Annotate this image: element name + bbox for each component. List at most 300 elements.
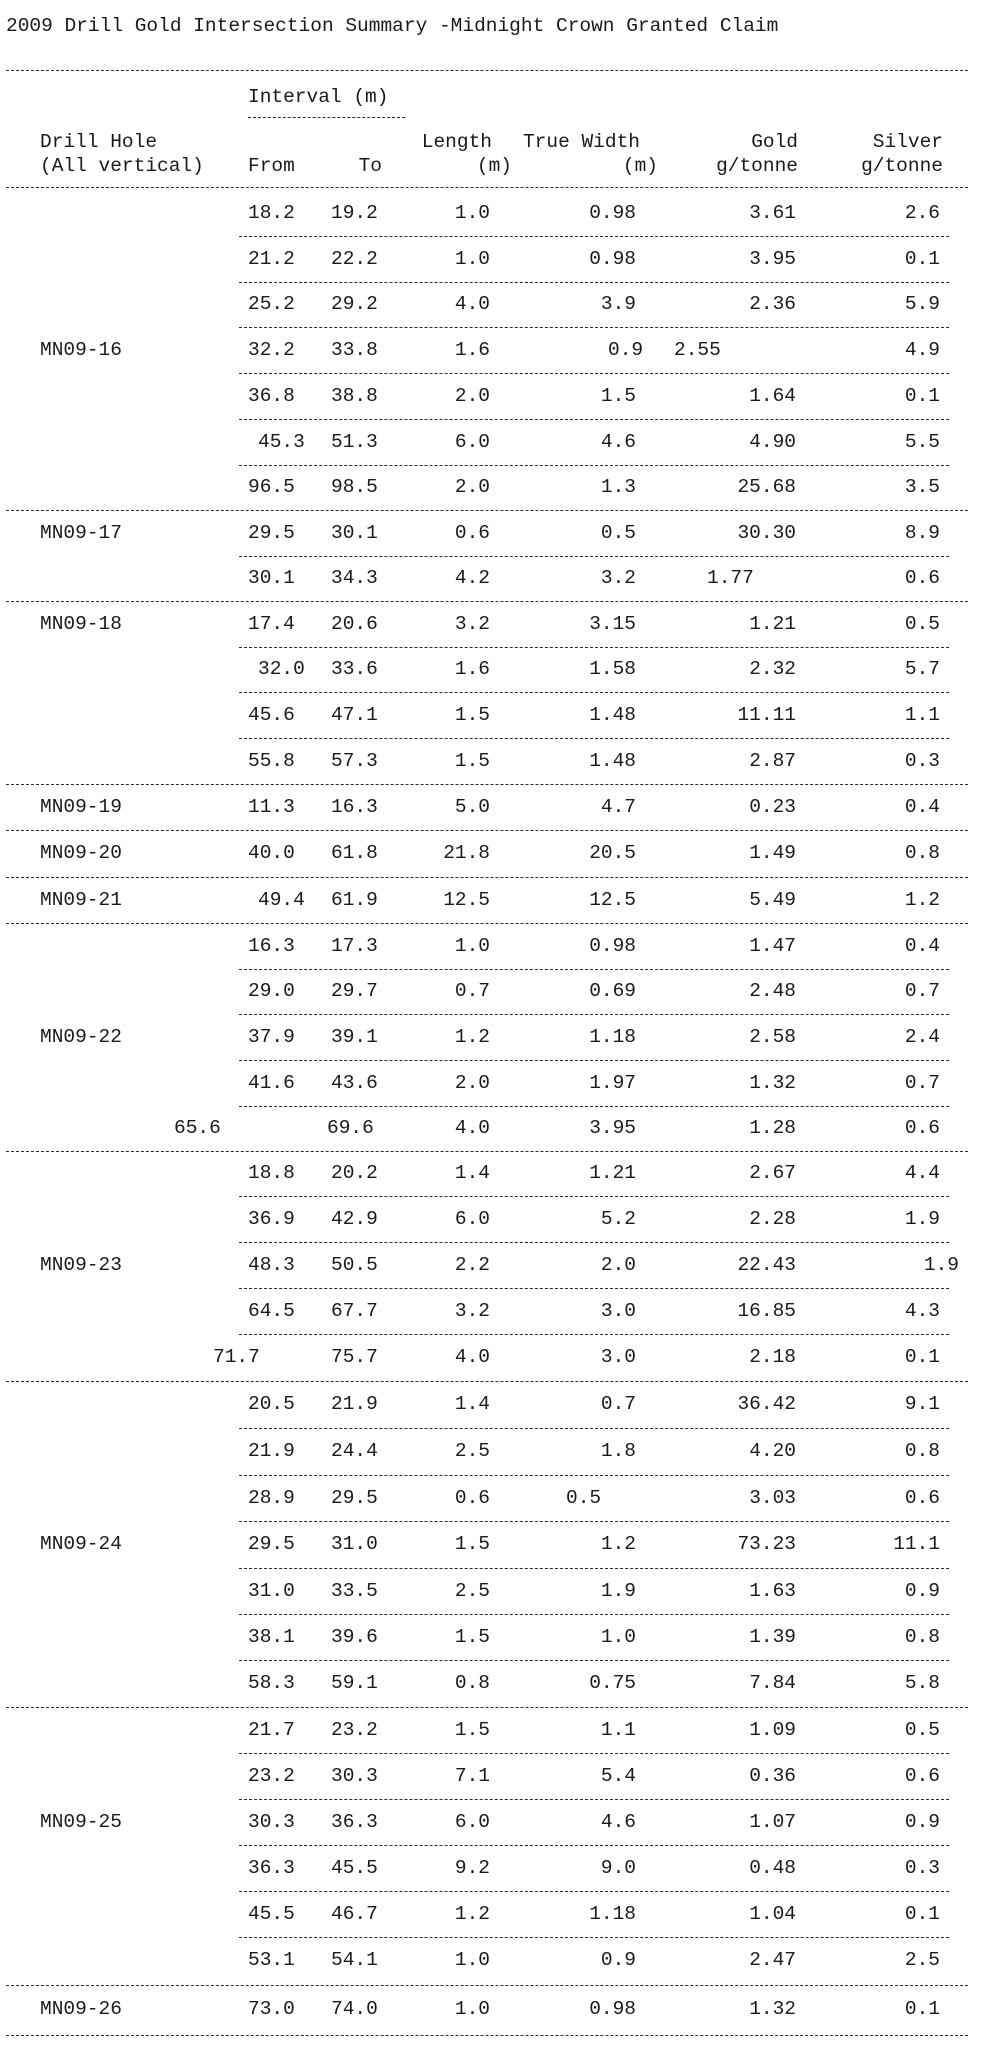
drill-hole-id: MN09-26 — [40, 1998, 122, 2020]
interval-from-cell: 64.5 — [248, 1300, 295, 1322]
true-width-cell: 9.0 — [600, 1857, 636, 1879]
length-cell: 1.4 — [454, 1393, 490, 1415]
interval-from-cell: 29.5 — [248, 522, 295, 544]
gold-grade-cell: 5.49 — [749, 889, 796, 911]
drill-hole-id: MN09-19 — [40, 796, 122, 818]
length-cell: 3.2 — [454, 1300, 490, 1322]
length-cell: 1.6 — [454, 658, 490, 680]
group-separator — [6, 1381, 968, 1382]
silver-grade-cell: 0.1 — [904, 1346, 940, 1368]
gold-grade-cell: 1.49 — [749, 842, 796, 864]
silver-grade-cell: 0.9 — [904, 1580, 940, 1602]
true-width-cell: 1.48 — [589, 750, 636, 772]
document-title: 2009 Drill Gold Intersection Summary -Midnight Crown Granted Claim — [6, 15, 779, 37]
gold-grade-cell: 1.64 — [749, 385, 796, 407]
interval-from-cell: 37.9 — [248, 1026, 295, 1048]
interval-from-cell: 18.2 — [248, 202, 295, 224]
gold-grade-cell: 1.32 — [749, 1072, 796, 1094]
interval-from-cell: 36.3 — [248, 1857, 295, 1879]
interval-from-cell: 31.0 — [248, 1580, 295, 1602]
true-width-cell: 3.0 — [600, 1300, 636, 1322]
length-cell: 1.2 — [454, 1026, 490, 1048]
interval-from-cell: 21.2 — [248, 248, 295, 270]
row-separator — [239, 1614, 949, 1615]
interval-from-cell: 96.5 — [248, 476, 295, 498]
row-separator — [239, 1428, 949, 1429]
silver-grade-cell: 0.1 — [904, 248, 940, 270]
true-width-cell: 3.15 — [589, 613, 636, 635]
true-width-cell: 1.9 — [600, 1580, 636, 1602]
silver-grade-cell: 4.3 — [904, 1300, 940, 1322]
interval-to-cell: 33.8 — [331, 339, 378, 361]
row-separator — [239, 556, 949, 557]
interval-from-cell: 29.5 — [248, 1533, 295, 1555]
length-cell: 1.5 — [454, 1719, 490, 1741]
interval-to-cell: 67.7 — [331, 1300, 378, 1322]
row-separator — [239, 1334, 949, 1335]
group-separator — [6, 784, 968, 785]
length-cell: 7.1 — [454, 1765, 490, 1787]
silver-header: Silver — [872, 131, 943, 153]
gold-header: Gold — [751, 131, 798, 153]
gold-grade-cell: 4.20 — [749, 1440, 796, 1462]
true-width-cell: 4.7 — [600, 796, 636, 818]
row-separator — [239, 738, 949, 739]
drill-hole-subheader: (All vertical) — [40, 155, 204, 177]
row-separator — [239, 1753, 949, 1754]
true-width-cell: 3.0 — [600, 1346, 636, 1368]
gold-grade-cell: 2.36 — [749, 293, 796, 315]
row-separator — [239, 1196, 949, 1197]
interval-from-cell: 36.9 — [248, 1208, 295, 1230]
silver-grade-cell: 0.1 — [904, 1903, 940, 1925]
gold-grade-cell: 25.68 — [737, 476, 796, 498]
true-width-cell: 0.69 — [589, 980, 636, 1002]
silver-grade-cell: 1.2 — [904, 889, 940, 911]
header-bottom-rule — [6, 187, 968, 188]
silver-grade-cell: 5.9 — [904, 293, 940, 315]
interval-from-cell: 45.3 — [258, 431, 305, 453]
true-width-cell: 0.98 — [589, 935, 636, 957]
interval-to-cell: 29.2 — [331, 293, 378, 315]
interval-to-cell: 69.6 — [327, 1117, 374, 1139]
interval-from-cell: 71.7 — [213, 1346, 260, 1368]
group-separator — [6, 510, 968, 511]
true-width-cell: 1.1 — [600, 1719, 636, 1741]
interval-from-cell: 30.3 — [248, 1811, 295, 1833]
interval-to-cell: 42.9 — [331, 1208, 378, 1230]
drill-hole-id: MN09-17 — [40, 522, 122, 544]
interval-to-cell: 46.7 — [331, 1903, 378, 1925]
interval-to-cell: 20.2 — [331, 1162, 378, 1184]
silver-unit-header: g/tonne — [861, 155, 943, 177]
gold-grade-cell: 2.55 — [674, 339, 721, 361]
silver-grade-cell: 0.7 — [904, 980, 940, 1002]
true-width-cell: 2.0 — [600, 1254, 636, 1276]
gold-grade-cell: 1.07 — [749, 1811, 796, 1833]
gold-grade-cell: 3.95 — [749, 248, 796, 270]
length-cell: 2.5 — [454, 1580, 490, 1602]
group-separator — [6, 923, 968, 924]
true-width-cell: 1.5 — [600, 385, 636, 407]
interval-from-cell: 32.2 — [248, 339, 295, 361]
interval-from-cell: 49.4 — [258, 889, 305, 911]
interval-from-cell: 41.6 — [248, 1072, 295, 1094]
true-width-cell: 0.9 — [608, 339, 644, 361]
silver-grade-cell: 0.4 — [904, 935, 940, 957]
interval-to-cell: 29.5 — [331, 1487, 378, 1509]
interval-to-cell: 16.3 — [331, 796, 378, 818]
row-separator — [239, 1288, 949, 1289]
interval-from-cell: 55.8 — [248, 750, 295, 772]
length-header: Length — [421, 131, 492, 153]
length-cell: 2.0 — [454, 1072, 490, 1094]
length-cell: 1.4 — [454, 1162, 490, 1184]
interval-from-cell: 20.5 — [248, 1393, 295, 1415]
silver-grade-cell: 5.7 — [904, 658, 940, 680]
length-cell: 4.0 — [454, 293, 490, 315]
silver-grade-cell: 0.6 — [904, 1117, 940, 1139]
true-width-cell: 0.98 — [589, 248, 636, 270]
silver-grade-cell: 0.3 — [904, 1857, 940, 1879]
interval-to-cell: 24.4 — [331, 1440, 378, 1462]
interval-to-cell: 34.3 — [331, 567, 378, 589]
drill-hole-id: MN09-23 — [40, 1254, 122, 1276]
silver-grade-cell: 8.9 — [904, 522, 940, 544]
length-cell: 6.0 — [454, 1208, 490, 1230]
gold-grade-cell: 22.43 — [737, 1254, 796, 1276]
silver-grade-cell: 0.7 — [904, 1072, 940, 1094]
gold-grade-cell: 2.87 — [749, 750, 796, 772]
length-cell: 0.6 — [454, 522, 490, 544]
length-cell: 9.2 — [454, 1857, 490, 1879]
interval-to-cell: 29.7 — [331, 980, 378, 1002]
row-separator — [239, 465, 949, 466]
length-unit-header: (m) — [476, 155, 512, 177]
gold-grade-cell: 4.90 — [749, 431, 796, 453]
row-separator — [239, 1799, 949, 1800]
interval-from-cell: 16.3 — [248, 935, 295, 957]
true-width-cell: 1.48 — [589, 704, 636, 726]
true-width-cell: 3.2 — [600, 567, 636, 589]
drill-hole-header: Drill Hole — [40, 131, 158, 153]
gold-grade-cell: 0.23 — [749, 796, 796, 818]
row-separator — [239, 1475, 949, 1476]
silver-grade-cell: 0.8 — [904, 842, 940, 864]
gold-grade-cell: 1.47 — [749, 935, 796, 957]
interval-from-cell: 45.6 — [248, 704, 295, 726]
true-width-cell: 12.5 — [589, 889, 636, 911]
interval-to-cell: 22.2 — [331, 248, 378, 270]
length-cell: 1.0 — [454, 202, 490, 224]
true-width-cell: 0.5 — [600, 522, 636, 544]
true-width-cell: 0.7 — [600, 1393, 636, 1415]
true-width-cell: 5.4 — [600, 1765, 636, 1787]
interval-from-cell: 17.4 — [248, 613, 295, 635]
true-width-cell: 0.9 — [600, 1949, 636, 1971]
length-cell: 2.2 — [454, 1254, 490, 1276]
interval-from-cell: 21.9 — [248, 1440, 295, 1462]
gold-grade-cell: 0.36 — [749, 1765, 796, 1787]
silver-grade-cell: 1.9 — [923, 1254, 959, 1276]
silver-grade-cell: 0.6 — [904, 567, 940, 589]
silver-grade-cell: 2.5 — [904, 1949, 940, 1971]
row-separator — [239, 1891, 949, 1892]
interval-from-cell: 36.8 — [248, 385, 295, 407]
to-header: To — [358, 155, 382, 177]
gold-grade-cell: 1.77 — [707, 567, 754, 589]
row-separator — [239, 419, 949, 420]
row-separator — [239, 1660, 949, 1661]
true-width-cell: 0.98 — [589, 1998, 636, 2020]
interval-to-cell: 19.2 — [331, 202, 378, 224]
gold-grade-cell: 2.32 — [749, 658, 796, 680]
length-cell: 6.0 — [454, 431, 490, 453]
interval-from-cell: 32.0 — [258, 658, 305, 680]
gold-grade-cell: 1.28 — [749, 1117, 796, 1139]
gold-grade-cell: 1.39 — [749, 1626, 796, 1648]
from-header: From — [248, 155, 295, 177]
interval-from-cell: 18.8 — [248, 1162, 295, 1184]
true-width-cell: 4.6 — [600, 1811, 636, 1833]
interval-from-cell: 28.9 — [248, 1487, 295, 1509]
silver-grade-cell: 0.9 — [904, 1811, 940, 1833]
gold-grade-cell: 73.23 — [737, 1533, 796, 1555]
interval-to-cell: 57.3 — [331, 750, 378, 772]
silver-grade-cell: 0.3 — [904, 750, 940, 772]
row-separator — [239, 969, 949, 970]
silver-grade-cell: 1.1 — [904, 704, 940, 726]
length-cell: 1.0 — [454, 248, 490, 270]
true-width-cell: 1.8 — [600, 1440, 636, 1462]
gold-grade-cell: 2.28 — [749, 1208, 796, 1230]
row-separator — [239, 236, 949, 237]
interval-from-cell: 53.1 — [248, 1949, 295, 1971]
length-cell: 2.0 — [454, 476, 490, 498]
row-separator — [239, 1521, 949, 1522]
gold-grade-cell: 11.11 — [737, 704, 796, 726]
interval-from-cell: 38.1 — [248, 1626, 295, 1648]
length-cell: 1.5 — [454, 1533, 490, 1555]
row-separator — [239, 647, 949, 648]
true-width-cell: 1.3 — [600, 476, 636, 498]
row-separator — [239, 282, 949, 283]
gold-grade-cell: 3.03 — [749, 1487, 796, 1509]
length-cell: 0.6 — [454, 1487, 490, 1509]
silver-grade-cell: 11.1 — [893, 1533, 940, 1555]
group-separator — [6, 830, 968, 831]
length-cell: 4.2 — [454, 567, 490, 589]
group-separator — [6, 1985, 968, 1986]
interval-to-cell: 38.8 — [331, 385, 378, 407]
gold-grade-cell: 3.61 — [749, 202, 796, 224]
length-cell: 1.0 — [454, 1949, 490, 1971]
length-cell: 4.0 — [454, 1117, 490, 1139]
interval-to-cell: 39.1 — [331, 1026, 378, 1048]
row-separator — [239, 1568, 949, 1569]
interval-group-header: Interval (m) — [248, 86, 389, 108]
interval-to-cell: 39.6 — [331, 1626, 378, 1648]
interval-to-cell: 98.5 — [331, 476, 378, 498]
gold-grade-cell: 30.30 — [737, 522, 796, 544]
true-width-cell: 0.75 — [589, 1672, 636, 1694]
interval-to-cell: 59.1 — [331, 1672, 378, 1694]
interval-to-cell: 21.9 — [331, 1393, 378, 1415]
silver-grade-cell: 0.1 — [904, 1998, 940, 2020]
true-width-cell: 1.97 — [589, 1072, 636, 1094]
drill-hole-id: MN09-25 — [40, 1811, 122, 1833]
silver-grade-cell: 0.6 — [904, 1765, 940, 1787]
interval-from-cell: 29.0 — [248, 980, 295, 1002]
interval-to-cell: 50.5 — [331, 1254, 378, 1276]
drill-hole-id: MN09-16 — [40, 339, 122, 361]
gold-grade-cell: 0.48 — [749, 1857, 796, 1879]
true-width-cell: 5.2 — [600, 1208, 636, 1230]
interval-from-cell: 21.7 — [248, 1719, 295, 1741]
interval-from-cell: 25.2 — [248, 293, 295, 315]
interval-to-cell: 23.2 — [331, 1719, 378, 1741]
true-width-cell: 1.58 — [589, 658, 636, 680]
length-cell: 1.5 — [454, 750, 490, 772]
row-separator — [239, 692, 949, 693]
length-cell: 2.0 — [454, 385, 490, 407]
gold-grade-cell: 1.63 — [749, 1580, 796, 1602]
length-cell: 1.5 — [454, 704, 490, 726]
interval-from-cell: 73.0 — [248, 1998, 295, 2020]
interval-to-cell: 51.3 — [331, 431, 378, 453]
true-width-cell: 3.9 — [600, 293, 636, 315]
silver-grade-cell: 4.4 — [904, 1162, 940, 1184]
silver-grade-cell: 4.9 — [904, 339, 940, 361]
true-width-cell: 1.21 — [589, 1162, 636, 1184]
true-width-header: True Width — [522, 131, 640, 153]
interval-to-cell: 30.3 — [331, 1765, 378, 1787]
row-separator — [239, 327, 949, 328]
silver-grade-cell: 3.5 — [904, 476, 940, 498]
interval-to-cell: 54.1 — [331, 1949, 378, 1971]
interval-from-cell: 40.0 — [248, 842, 295, 864]
length-cell: 4.0 — [454, 1346, 490, 1368]
drill-hole-id: MN09-20 — [40, 842, 122, 864]
drill-hole-id: MN09-18 — [40, 613, 122, 635]
interval-to-cell: 47.1 — [331, 704, 378, 726]
silver-grade-cell: 0.4 — [904, 796, 940, 818]
row-separator — [239, 1014, 949, 1015]
gold-grade-cell: 1.32 — [749, 1998, 796, 2020]
row-separator — [239, 373, 949, 374]
length-cell: 21.8 — [443, 842, 490, 864]
interval-from-cell: 11.3 — [248, 796, 295, 818]
row-separator — [239, 1242, 949, 1243]
interval-to-cell: 61.9 — [331, 889, 378, 911]
interval-to-cell: 33.5 — [331, 1580, 378, 1602]
true-width-cell: 1.18 — [589, 1903, 636, 1925]
interval-from-cell: 45.5 — [248, 1903, 295, 1925]
drill-hole-id: MN09-24 — [40, 1533, 122, 1555]
interval-to-cell: 17.3 — [331, 935, 378, 957]
interval-to-cell: 33.6 — [331, 658, 378, 680]
gold-grade-cell: 16.85 — [737, 1300, 796, 1322]
length-cell: 1.6 — [454, 339, 490, 361]
silver-grade-cell: 9.1 — [904, 1393, 940, 1415]
group-separator — [6, 1707, 968, 1708]
row-separator — [239, 1937, 949, 1938]
interval-to-cell: 30.1 — [331, 522, 378, 544]
true-width-cell: 1.0 — [600, 1626, 636, 1648]
gold-grade-cell: 1.04 — [749, 1903, 796, 1925]
true-width-cell: 1.2 — [600, 1533, 636, 1555]
interval-to-cell: 45.5 — [331, 1857, 378, 1879]
table-bottom-rule — [6, 2035, 968, 2036]
row-separator — [239, 1060, 949, 1061]
interval-group-rule — [248, 117, 405, 118]
row-separator — [239, 1106, 949, 1107]
gold-grade-cell: 1.09 — [749, 1719, 796, 1741]
interval-to-cell: 61.8 — [331, 842, 378, 864]
gold-grade-cell: 2.58 — [749, 1026, 796, 1048]
silver-grade-cell: 0.5 — [904, 613, 940, 635]
gold-grade-cell: 2.47 — [749, 1949, 796, 1971]
silver-grade-cell: 0.8 — [904, 1626, 940, 1648]
true-width-cell: 3.95 — [589, 1117, 636, 1139]
group-separator — [6, 877, 968, 878]
gold-grade-cell: 2.67 — [749, 1162, 796, 1184]
gold-grade-cell: 2.18 — [749, 1346, 796, 1368]
length-cell: 1.2 — [454, 1903, 490, 1925]
length-cell: 6.0 — [454, 1811, 490, 1833]
true-width-cell: 4.6 — [600, 431, 636, 453]
true-width-cell: 0.5 — [566, 1487, 602, 1509]
length-cell: 5.0 — [454, 796, 490, 818]
group-separator — [6, 601, 968, 602]
interval-to-cell: 31.0 — [331, 1533, 378, 1555]
length-cell: 2.5 — [454, 1440, 490, 1462]
group-separator — [6, 1151, 968, 1152]
silver-grade-cell: 2.4 — [904, 1026, 940, 1048]
interval-to-cell: 43.6 — [331, 1072, 378, 1094]
length-cell: 0.7 — [454, 980, 490, 1002]
true-width-unit-header: (m) — [622, 155, 658, 177]
silver-grade-cell: 0.6 — [904, 1487, 940, 1509]
true-width-cell: 20.5 — [589, 842, 636, 864]
silver-grade-cell: 1.9 — [904, 1208, 940, 1230]
interval-from-cell: 48.3 — [248, 1254, 295, 1276]
interval-from-cell: 58.3 — [248, 1672, 295, 1694]
interval-to-cell: 75.7 — [331, 1346, 378, 1368]
row-separator — [239, 1845, 949, 1846]
gold-unit-header: g/tonne — [716, 155, 798, 177]
drill-hole-id: MN09-22 — [40, 1026, 122, 1048]
gold-grade-cell: 1.21 — [749, 613, 796, 635]
interval-to-cell: 20.6 — [331, 613, 378, 635]
length-cell: 1.0 — [454, 935, 490, 957]
interval-to-cell: 74.0 — [331, 1998, 378, 2020]
interval-to-cell: 36.3 — [331, 1811, 378, 1833]
silver-grade-cell: 0.8 — [904, 1440, 940, 1462]
interval-from-cell: 30.1 — [248, 567, 295, 589]
length-cell: 3.2 — [454, 613, 490, 635]
drill-hole-id: MN09-21 — [40, 889, 122, 911]
silver-grade-cell: 2.6 — [904, 202, 940, 224]
gold-grade-cell: 36.42 — [737, 1393, 796, 1415]
gold-grade-cell: 7.84 — [749, 1672, 796, 1694]
true-width-cell: 0.98 — [589, 202, 636, 224]
header-top-rule — [6, 70, 968, 71]
silver-grade-cell: 0.1 — [904, 385, 940, 407]
silver-grade-cell: 0.5 — [904, 1719, 940, 1741]
length-cell: 1.0 — [454, 1998, 490, 2020]
length-cell: 1.5 — [454, 1626, 490, 1648]
